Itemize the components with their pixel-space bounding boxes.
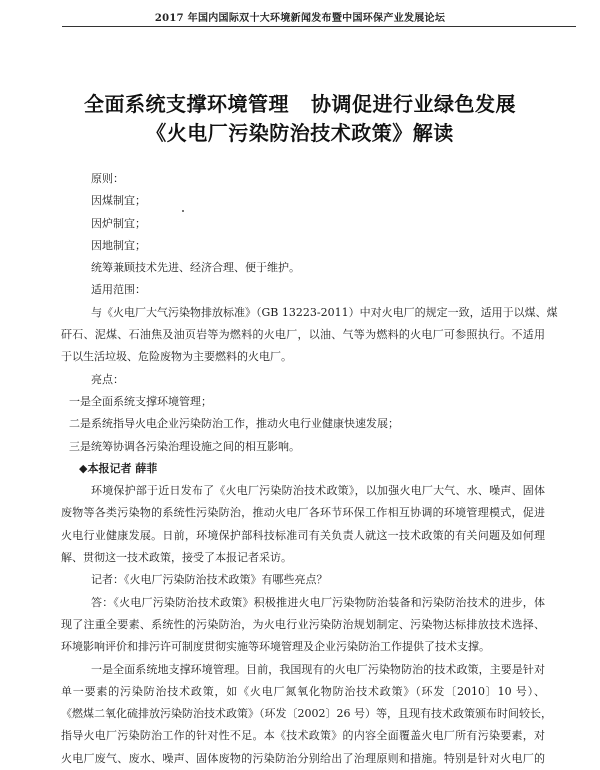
header-rule <box>62 26 576 27</box>
body-line-boiler: 因炉制宜； <box>91 216 146 230</box>
body-line-point1-5: 火电厂废气、废水、噪声、固体废物的污染防治分别给出了治理原则和措施。特别是针对火电厂的 <box>61 751 545 765</box>
reporter-byline: ◆本报记者 薛菲 <box>79 461 158 475</box>
body-line-point1-4: 指导火电厂污染防治工作的针对性不足。本《技术政策》的内容全面覆盖火电厂所有污染要素，对 <box>61 729 545 743</box>
running-header: 2017 年国内国际双十大环境新闻发布暨中国环保产业发展论坛 <box>154 13 446 24</box>
body-line-point1-2: 单一要素的污染防治技术政策，如《火电厂氮氧化物防治技术政策》（环发〔2010〕10 号）、 <box>61 684 545 698</box>
body-line-point1-3: 《燃煤二氧化硫排放污染防治技术政策》（环发〔2002〕26 号）等，且现有技术政策颁布时间较长， <box>61 707 552 721</box>
body-line-principles: 原则： <box>91 172 124 185</box>
article-body <box>61 168 558 770</box>
body-line-para1-1: 环境保护部于近日发布了《火电厂污染防治技术政策》，以加强火电厂大气、水、噪声、固体 <box>91 484 545 498</box>
article-title-line-2: 《火电厂污染防治技术政策》解读 <box>146 121 454 145</box>
body-line-answer-2: 现了注重全要素、系统性的污染防治，为火电行业污染防治规划制定、污染物达标排放技术选择、 <box>61 617 545 631</box>
body-line-highlight-1: 一是全面系统支撑环境管理； <box>69 394 212 408</box>
body-line-para1-3: 火电行业健康发展。日前，环境保护部科技标准司有关负责人就这一技术政策的有关问题及如何理 <box>61 528 545 542</box>
article-title-part-b: 协调促进行业绿色发展 <box>311 92 516 116</box>
body-line-site: 因地制宜； <box>91 238 146 252</box>
body-line-question: 记者：《火电厂污染防治技术政策》有哪些亮点？ <box>91 573 328 587</box>
article-title-line-1 <box>0 88 600 117</box>
article-title-part-a: 全面系统支撑环境管理 <box>84 92 289 116</box>
body-line-point1-1: 一是全面系统地支撑环境管理。目前，我国现有的火电厂污染物防治的技术政策，主要是针对 <box>91 662 545 676</box>
body-line-highlights-heading: 亮点： <box>91 372 124 386</box>
body-line-highlight-2: 二是系统指导火电企业污染防治工作，推动火电行业健康快速发展； <box>69 417 399 431</box>
body-line-answer-3: 环境影响评价和排污许可制度贯彻实施等环境管理及企业污染防治工作提供了技术支撑。 <box>61 640 490 654</box>
body-line-highlight-3: 三是统筹协调各污染治理设施之间的相互影响。 <box>69 439 300 453</box>
body-line-balance: 统筹兼顾技术先进、经济合理、便于维护。 <box>91 261 300 275</box>
body-line-coal: 因煤制宜； <box>91 194 146 208</box>
body-line-para1-2: 废物等各类污染物的系统性污染防治，推动火电厂各环节环保工作相互协调的环境管理模式，促进 <box>61 506 545 520</box>
body-line-scope-heading: 适用范围： <box>91 283 146 297</box>
body-line-scope-2: 矸石、泥煤、石油焦及油页岩等为燃料的火电厂，以油、气等为燃料的火电厂可参照执行。不适用 <box>61 328 545 342</box>
body-line-para1-4: 解、贯彻这一技术政策，接受了本报记者采访。 <box>61 551 292 565</box>
body-line-answer-1: 答：《火电厂污染防治技术政策》积极推进火电厂污染物防治装备和污染防治技术的进步，体 <box>91 595 545 609</box>
body-line-scope-3: 于以生活垃圾、危险废物为主要燃料的火电厂。 <box>61 350 292 364</box>
body-line-scope-1: 与《火电厂大气污染物排放标准》（GB 13223-2011）中对火电厂的规定一致，适用于以煤、煤 <box>91 305 558 319</box>
